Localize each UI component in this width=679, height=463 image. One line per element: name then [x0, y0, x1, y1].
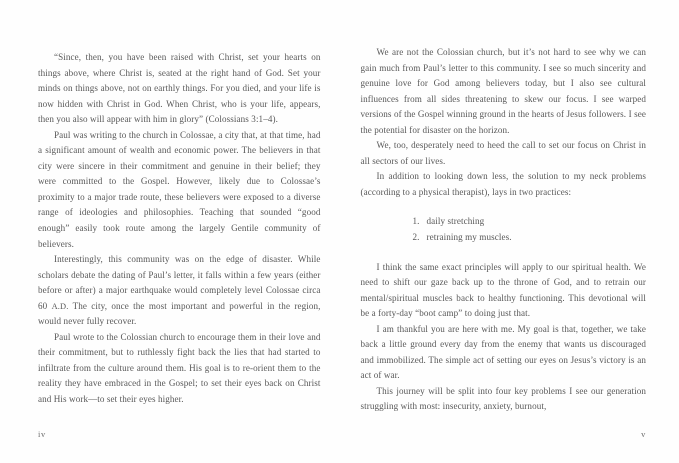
para3-text-after: The city, once the most important and powerful in the region, would never fully recover. — [38, 300, 321, 327]
folio-right: v — [641, 430, 646, 439]
right-page-body — [361, 45, 647, 415]
paragraph-modern-parallel: We are not the Colossian church, but it’s not hard to see why we can gain much from Paul’s letter to this community. I see so much sincerity and genuine love for God among believers today, but I also see cultural influences from all sides threatening to skew our focus. I see warped versions of the Gospel winning ground in the hearts of Jesus followers. I see the potential for disaster on the horizon. — [360, 47, 646, 135]
paragraph-earthquake — [38, 252, 321, 330]
folio-left: iv — [38, 430, 46, 439]
paragraph-set-focus: We, too, desperately need to heed the call to set our focus on Christ in all sectors of our lives. — [360, 140, 646, 166]
paragraph-colossae-context: Paul was writing to the church in Colossae, a city that, at that time, had a significant amount of wealth and economic power. The believers in that city were sincere in their commitment and genuine in their belief; they were committed to the Gospel. However, likely due to Colossae’s proximity to a major trade route, these believers were exposed to a diverse range of ideologies and philosophies. Teaching that sounded “good enough” easily took route among the largely Gentile community of believers. — [38, 129, 321, 249]
paragraph-journey-outline: This journey will be split into four key problems I see our generation struggling with most: insecurity, anxiety, burnout, — [360, 385, 646, 412]
list-item-label: daily stretching — [426, 216, 485, 227]
right-page — [340, 0, 679, 463]
list-item — [413, 214, 647, 230]
paragraph-scripture-quote: “Since, then, you have been raised with Christ, set your hearts on things above, where Christ is, seated at the right hand of God. Set your minds on things above, not on earthly things. For you died, and your life is now hidden with Christ in God. When Christ, who is your life, appears, then you also will appear with him in glory” (Colossians 3:1–4). — [38, 52, 321, 125]
list-item — [413, 230, 647, 246]
paragraph-neck-solution: In addition to looking down less, the solution to my neck problems (according to a physical therapist), lays in two practices: — [360, 171, 646, 197]
list-item-label: retraining my muscles. — [426, 232, 512, 243]
paragraph-thankful: I am thankful you are here with me. My goal is that, together, we take back a little ground every day from the enemy that wants us discouraged and immobilized. The simple act of setting our eyes on Jesus’s victory is an act of war. — [360, 323, 646, 381]
practices-list — [361, 214, 647, 245]
list-item-number: 1. — [412, 216, 420, 227]
paragraph-spiritual-principles: I think the same exact principles will apply to our spiritual health. We need to shift our gaze back up to the throne of God, and to retrain our mental/spiritual muscles back to healthy functioning. This devotional will be a forty-day “boot camp” to doing just that. — [360, 261, 646, 319]
era-abbreviation: A.D. — [51, 301, 69, 311]
para3-text-before: Interestingly, this community was on the edge of disaster. While scholars debate the dating of Paul’s letter, it falls within a few years (either before or after) a major earthquake would completely level Colossae circa 60 — [38, 254, 321, 311]
left-page-body — [38, 50, 321, 408]
list-item-number: 2. — [412, 232, 420, 243]
paragraph-pauls-purpose: Paul wrote to the Colossian church to encourage them in their love and their commitment, but to ruthlessly fight back the lies that had started to infiltrate from the culture around them. His goal is to re-orient them to the reality they have embraced in the Gospel; to set their eyes back on Christ and His work—to set their eyes higher. — [38, 331, 321, 405]
